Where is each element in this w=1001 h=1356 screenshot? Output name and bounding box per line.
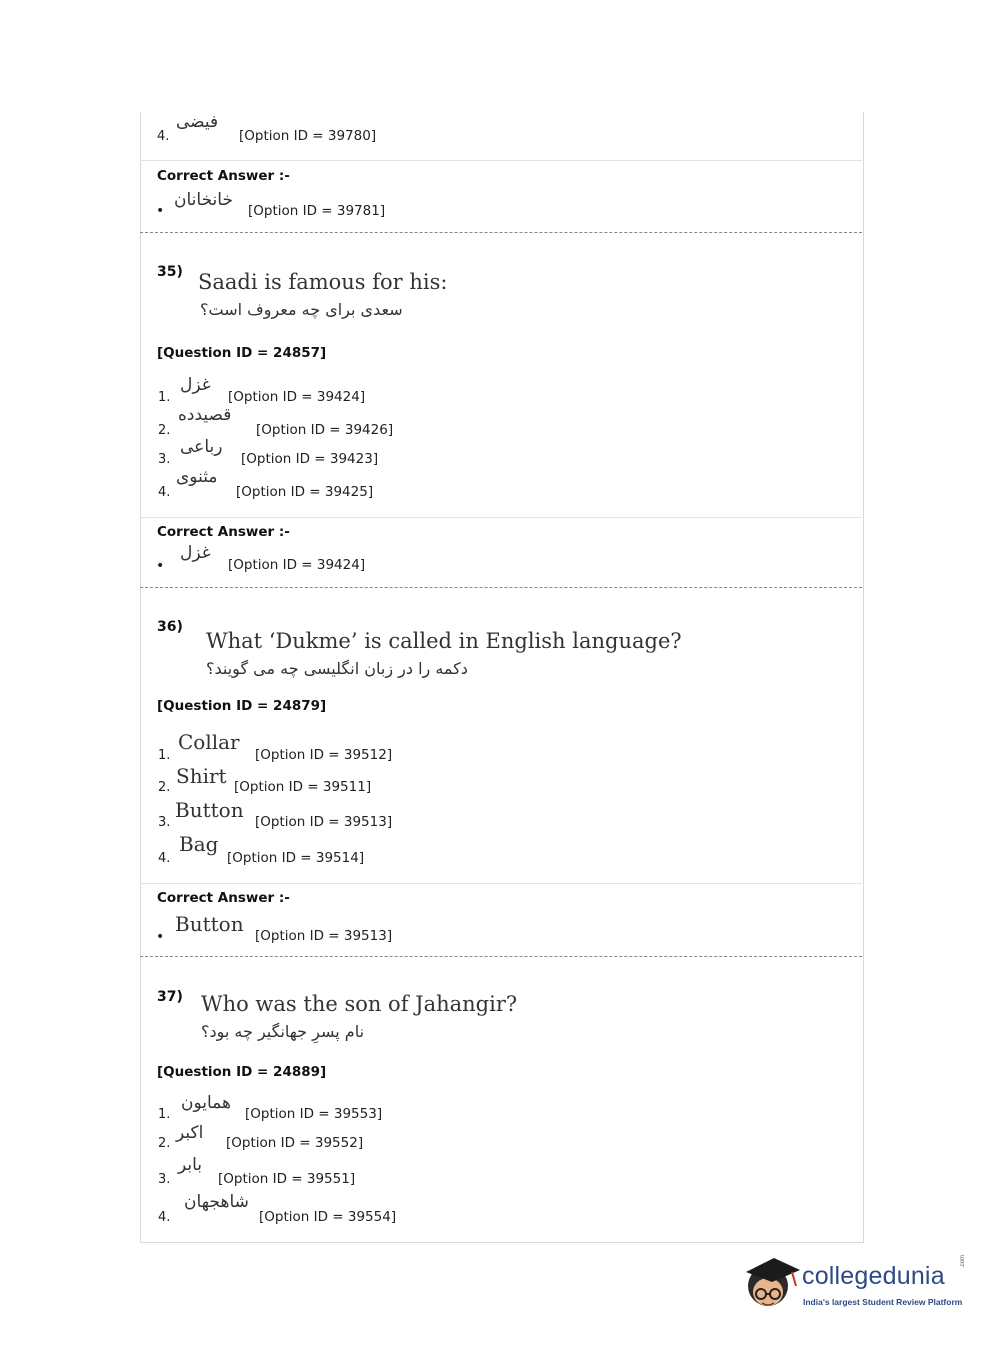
option-id: [Option ID = 39551] — [218, 1171, 356, 1187]
bullet: • — [156, 558, 165, 574]
bullet: • — [156, 203, 165, 219]
question-id: [Question ID = 24889] — [157, 1064, 327, 1080]
option-text: غزل — [180, 375, 211, 395]
option-id: [Option ID = 39780] — [239, 128, 377, 144]
correct-answer-label: Correct Answer :- — [157, 168, 290, 184]
option-text: بابر — [178, 1155, 203, 1175]
logo-wordmark: collegedunia — [802, 1262, 945, 1290]
option-id: [Option ID = 39552] — [226, 1135, 364, 1151]
option-id: [Option ID = 39512] — [255, 747, 393, 763]
question-text-fa: سعدی برای چه معروف است؟ — [200, 300, 403, 319]
option-number: 4. — [158, 485, 171, 500]
correct-answer-label: Correct Answer :- — [157, 524, 290, 540]
option-number: 2. — [158, 780, 171, 795]
option-id: [Option ID = 39425] — [236, 484, 374, 500]
question-text-en: Saadi is famous for his: — [198, 270, 448, 294]
option-text: Shirt — [176, 764, 227, 788]
divider — [140, 883, 862, 884]
section-separator — [140, 956, 862, 957]
collegedunia-logo — [742, 1250, 972, 1320]
divider — [140, 160, 862, 161]
option-text: Collar — [178, 730, 240, 754]
question-id: [Question ID = 24857] — [157, 345, 327, 361]
option-id: [Option ID = 39426] — [256, 422, 394, 438]
option-text: رباعی — [180, 437, 223, 457]
divider — [140, 517, 862, 518]
section-separator — [140, 587, 862, 588]
option-text: فیضی — [176, 112, 219, 132]
logo-tagline: India's largest Student Review Platform — [803, 1297, 963, 1307]
option-id: [Option ID = 39513] — [255, 814, 393, 830]
option-number: 4. — [158, 851, 171, 866]
bullet: • — [156, 929, 165, 945]
correct-answer-text: خانخانان — [174, 190, 233, 210]
logo-suffix: .com — [960, 1254, 966, 1268]
option-id: [Option ID = 39511] — [234, 779, 372, 795]
correct-answer-option-id: [Option ID = 39513] — [255, 928, 393, 944]
option-text: همایون — [181, 1093, 231, 1113]
option-id: [Option ID = 39554] — [259, 1209, 397, 1225]
option-number: 1. — [158, 1107, 171, 1122]
question-number: 35) — [157, 264, 183, 280]
question-number: 37) — [157, 989, 183, 1005]
question-text-fa: دکمه را در زبان انگلیسی چه می گویند؟ — [206, 659, 468, 678]
question-text-fa: نام پسرِ جهانگیر چه بود؟ — [201, 1022, 365, 1041]
option-text: Button — [175, 798, 244, 822]
option-number: 1. — [158, 390, 171, 405]
option-text: Bag — [179, 832, 219, 856]
question-text-en: What ‘Dukme’ is called in English language? — [206, 629, 682, 653]
question-id: [Question ID = 24879] — [157, 698, 327, 714]
option-number: 4. — [157, 129, 170, 144]
section-separator — [140, 232, 862, 233]
student-mascot-icon — [742, 1250, 802, 1312]
option-id: [Option ID = 39423] — [241, 451, 379, 467]
option-id: [Option ID = 39424] — [228, 389, 366, 405]
option-number: 3. — [158, 452, 171, 467]
question-text-en: Who was the son of Jahangir? — [201, 992, 518, 1016]
option-id: [Option ID = 39514] — [227, 850, 365, 866]
option-text: اکبر — [176, 1123, 204, 1143]
option-text: قصیدده — [178, 405, 232, 425]
option-number: 2. — [158, 423, 171, 438]
option-id: [Option ID = 39553] — [245, 1106, 383, 1122]
option-number: 3. — [158, 1172, 171, 1187]
option-number: 2. — [158, 1136, 171, 1151]
correct-answer-text: Button — [175, 912, 244, 936]
option-number: 3. — [158, 815, 171, 830]
correct-answer-option-id: [Option ID = 39781] — [248, 203, 386, 219]
correct-answer-label: Correct Answer :- — [157, 890, 290, 906]
option-text: شاهجهان — [184, 1192, 249, 1212]
option-number: 4. — [158, 1210, 171, 1225]
option-text: مثنوی — [176, 467, 218, 487]
correct-answer-text: غزل — [180, 543, 211, 563]
question-number: 36) — [157, 619, 183, 635]
correct-answer-option-id: [Option ID = 39424] — [228, 557, 366, 573]
option-number: 1. — [158, 748, 171, 763]
